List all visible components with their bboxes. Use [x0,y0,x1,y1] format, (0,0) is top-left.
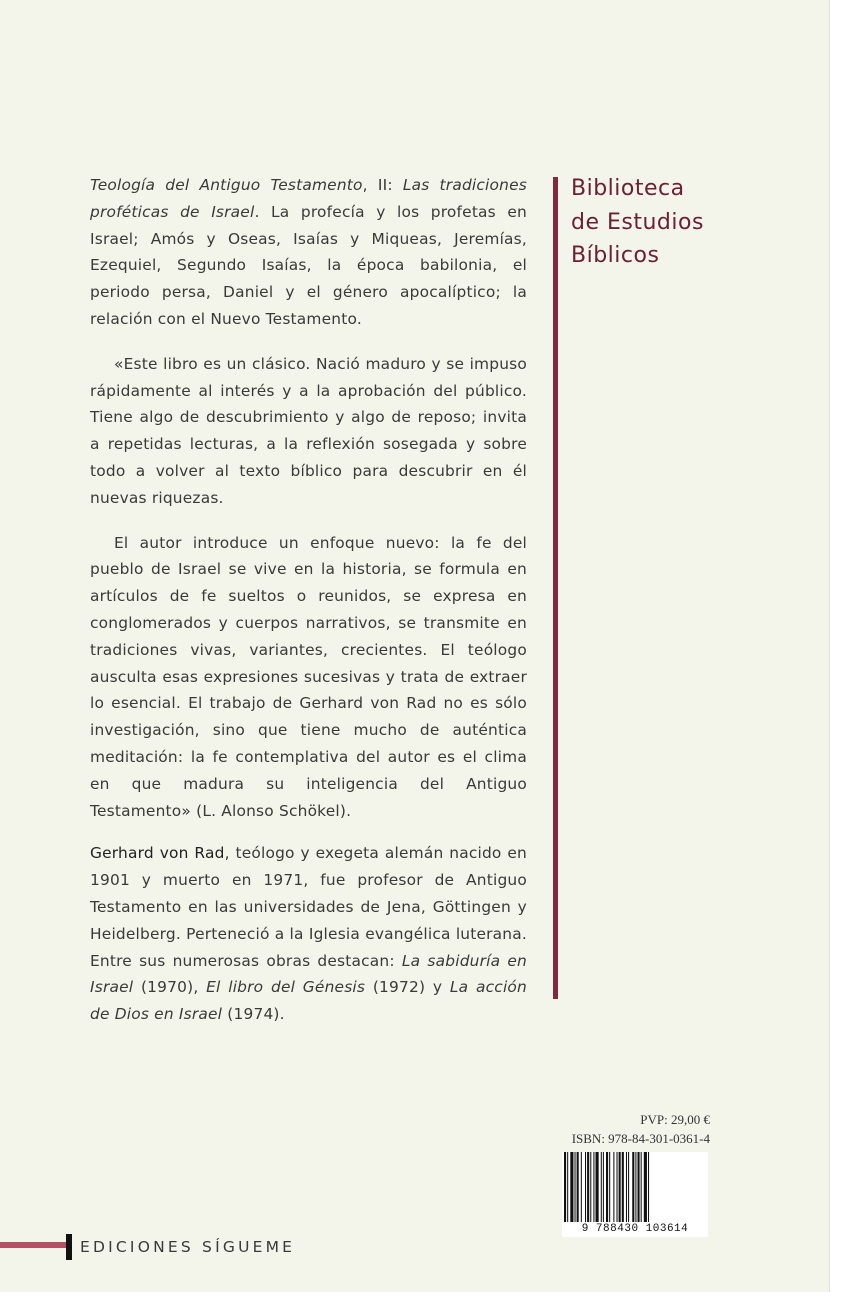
work-title-1: La sabiduría en Israel [90,951,527,997]
summary-text: . La profecía y los profetas en Israel; Amós y Oseas, Isaías y Miqueas, Jeremías, Ezequiel, Segundo Isaías, la época babilonia, el periodo persa, Daniel y el género apocalíptico; la relación con el Nuevo Testamento. [90,202,527,328]
price-label: PVP: 29,00 € [640,1112,710,1127]
series-title [571,172,771,273]
barcode [562,1152,708,1237]
barcode-digits: 9 788430 103614 [581,1223,689,1235]
author-name: Gerhard von Rad [90,844,225,863]
series-line-1: Biblioteca [571,176,685,201]
book-subtitle: Las tradiciones proféticas de Israel [90,176,527,221]
volume-label: , II: [362,176,403,194]
author-bio: Gerhard von Rad, teólogo y exegeta alemán nacido en 1901 y muerto en 1971, fue profesor de Antiguo Testamento en las universidades de Jena, Göttingen y Heidelberg. Perteneció a la Iglesia evangélica luterana. Entre sus numerosas obras destacan: La sabiduría en Israel (1970), El libro del Génesis (1972) y La acción de Dios en Israel (1974). [90,844,528,1024]
price-block [560,1110,710,1148]
summary-paragraph [90,172,527,333]
isbn-label: ISBN: 978-84-301-0361-4 [571,1131,710,1146]
book-title: Teología del Antiguo Testamento [90,176,363,194]
series-line-2: de Estudios [571,209,704,235]
work-title-3: La acción de Dios en Israel [90,978,527,1024]
publisher-name: EDICIONES SÍGUEME [80,1238,296,1256]
publisher-band [0,1242,66,1248]
series-rule [553,177,558,999]
review-paragraph: El autor introduce un enfoque nuevo: la fe del pueblo de Israel se vive en la historia, se formula en artículos de fe sueltos o reunidos, se expresa en conglomerados y cuerpos narrativos, se transmite en tradiciones vivas, variantes, crecientes. El teólogo ausculta esas expresiones sucesivas y trata de extraer lo esencial. El trabajo de Gerhard von Rad no es sólo investigación, sino que tiene mucho de auténtica meditación: la fe contemplativa del autor es el clima en que madura su inteligencia del Antiguo Testamento» (L. Alonso Schökel). [90,533,527,820]
publisher-mark [66,1234,72,1260]
barcode-bars [562,1152,708,1222]
series-line-3: Bíblicos [571,243,660,268]
blurb-column [90,172,527,1046]
work-title-2: El libro del Génesis [206,978,366,997]
quote-paragraph: «Este libro es un clásico. Nació maduro y se impuso rápidamente al interés y a la aprobación del público. Tiene algo de descubrimiento y algo de reposo; invita a repetidas lecturas, a la reflexión sosegada y sobre todo a volver al texto bíblico para descubrir en él nuevas riquezas. [90,354,527,507]
